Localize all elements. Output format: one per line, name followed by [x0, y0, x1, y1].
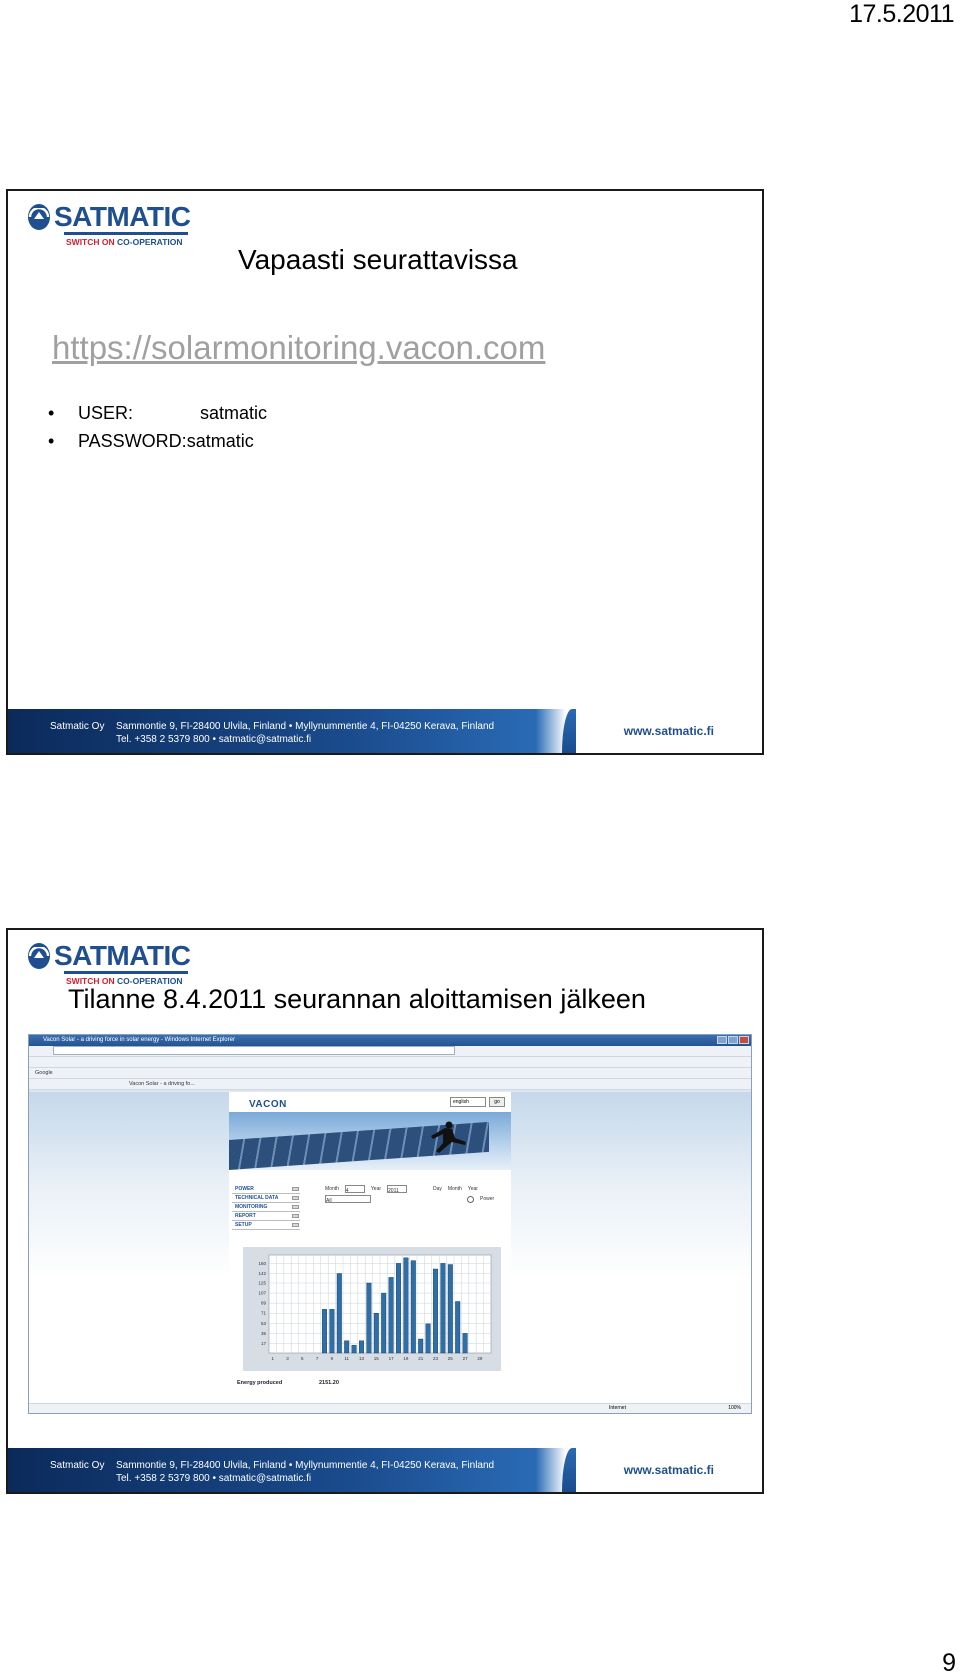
- browser-tab-bar: Vacon Solar - a driving fo...: [29, 1079, 751, 1090]
- chart-bar: [337, 1273, 342, 1353]
- browser-address-bar: [29, 1046, 751, 1057]
- browser-search-bar: Google: [29, 1068, 751, 1079]
- slide-1: [6, 189, 764, 755]
- menu-item-technical-data: TECHNICAL DATA: [232, 1194, 300, 1203]
- password-value: satmatic: [186, 431, 254, 451]
- jumping-man-silhouette: [419, 1120, 469, 1156]
- language-selector: english go: [450, 1097, 505, 1107]
- x-tick-label: 27: [462, 1356, 468, 1361]
- chart-bar: [463, 1333, 468, 1353]
- y-tick-label: 71: [260, 1310, 266, 1316]
- page-date: 17.5.2011: [849, 0, 954, 28]
- page-number: 9: [942, 1649, 956, 1677]
- satmatic-logo: [28, 201, 191, 247]
- period-controls: Month 4 Year 2011 Day Month Year All Power: [325, 1186, 495, 1204]
- chart-bar: [418, 1339, 423, 1353]
- vacon-page: [229, 1092, 511, 1404]
- slide-2: [6, 928, 764, 1494]
- x-tick-label: 5: [301, 1356, 304, 1361]
- browser-title-bar: Vacon Solar - a driving force in solar energy - Windows Internet Explorer: [29, 1035, 751, 1046]
- footer-contact: Tel. +358 2 5379 800 • satmatic@satmatic.fi: [116, 734, 312, 745]
- x-tick-label: 13: [358, 1356, 365, 1361]
- menu-item-monitoring: MONITORING: [232, 1203, 300, 1212]
- chart-bar: [352, 1345, 357, 1353]
- slide-title: Tilanne 8.4.2011 seurannan aloittamisen jälkeen: [68, 984, 646, 1014]
- y-tick-label: 53: [260, 1320, 266, 1326]
- x-tick-label: 9: [330, 1356, 334, 1361]
- list-item: • USER: satmatic: [48, 399, 267, 427]
- footer-website: www.satmatic.fi: [623, 724, 714, 738]
- chart-bar: [389, 1277, 394, 1353]
- footer-website: www.satmatic.fi: [623, 1463, 714, 1477]
- chart-bar: [448, 1265, 453, 1353]
- satmatic-logo: [28, 940, 191, 986]
- chart-bar: [374, 1313, 379, 1353]
- x-tick-label: 7: [315, 1356, 319, 1361]
- chart-bar: [359, 1341, 364, 1353]
- y-tick-label: 17: [260, 1340, 266, 1346]
- logo-wordmark: SATMATIC: [54, 201, 191, 232]
- chart-bar: [441, 1263, 446, 1353]
- energy-chart: [243, 1247, 501, 1371]
- bar-chart: [243, 1247, 501, 1371]
- x-tick-label: 15: [373, 1356, 379, 1361]
- vacon-logo: VACON: [249, 1099, 287, 1110]
- y-tick-label: 89: [260, 1300, 266, 1306]
- menu-item-report: REPORT: [232, 1212, 300, 1221]
- satmatic-emblem-icon: [28, 943, 50, 969]
- x-tick-label: 17: [388, 1356, 394, 1361]
- satmatic-emblem-icon: [28, 204, 50, 230]
- slide-footer: [8, 709, 762, 753]
- footer-company: Satmatic Oy: [50, 721, 105, 732]
- chart-bar: [455, 1301, 460, 1353]
- chart-bar: [404, 1258, 409, 1353]
- user-value: satmatic: [200, 403, 268, 423]
- y-tick-label: 160: [258, 1260, 266, 1266]
- menu-item-power: POWER: [232, 1185, 300, 1194]
- x-tick-label: 19: [403, 1356, 409, 1361]
- chart-bar: [381, 1293, 386, 1353]
- chart-bar: [344, 1341, 349, 1353]
- credentials-list: [48, 399, 267, 455]
- x-tick-label: 21: [418, 1356, 424, 1361]
- logo-wordmark: SATMATIC: [54, 940, 191, 971]
- chart-bar: [367, 1283, 372, 1353]
- side-menu: [232, 1185, 300, 1230]
- footer-address: Sammontie 9, FI-28400 Ulvila, Finland • Myllynummentie 4, FI-04250 Kerava, Finland: [116, 721, 495, 732]
- energy-produced-label: Energy produced: [237, 1380, 283, 1386]
- list-item: • PASSWORD: satmatic: [48, 427, 267, 455]
- x-tick-label: 1: [271, 1356, 274, 1361]
- password-label: PASSWORD:: [78, 431, 187, 451]
- browser-screenshot: [28, 1034, 752, 1414]
- maximize-icon: [728, 1036, 738, 1044]
- chart-bar: [396, 1263, 401, 1353]
- footer-company: Satmatic Oy: [50, 1460, 105, 1471]
- close-icon: [739, 1036, 749, 1044]
- minimize-icon: [717, 1036, 727, 1044]
- x-tick-label: 3: [286, 1356, 289, 1361]
- y-tick-label: 142: [258, 1270, 266, 1276]
- footer-contact: Tel. +358 2 5379 800 • satmatic@satmatic.fi: [116, 1473, 312, 1484]
- solar-banner-image: [229, 1112, 511, 1170]
- x-tick-label: 23: [432, 1356, 439, 1361]
- energy-produced-value: 2151.20: [319, 1380, 339, 1386]
- slide-footer: [8, 1448, 762, 1492]
- x-tick-label: 25: [447, 1356, 453, 1361]
- menu-item-setup: SETUP: [232, 1221, 300, 1230]
- user-label: USER:: [78, 403, 134, 423]
- x-tick-label: 29: [477, 1356, 483, 1361]
- logo-tagline: SWITCH ON CO-OPERATION: [66, 237, 183, 247]
- chart-bar: [330, 1309, 335, 1353]
- footer-address: Sammontie 9, FI-28400 Ulvila, Finland • Myllynummentie 4, FI-04250 Kerava, Finland: [116, 1460, 495, 1471]
- web-content: [29, 1092, 751, 1404]
- y-tick-label: 35: [260, 1330, 266, 1336]
- chart-bar: [322, 1309, 327, 1353]
- chart-bar: [426, 1324, 431, 1353]
- chart-bar: [433, 1269, 438, 1353]
- logo-tagline: SWITCH ON CO-OPERATION: [66, 976, 183, 986]
- chart-bar: [411, 1261, 416, 1353]
- monitoring-url-link[interactable]: https://solarmonitoring.vacon.com: [52, 329, 546, 366]
- x-tick-label: 11: [344, 1356, 350, 1361]
- browser-status-bar: Internet 100%: [29, 1403, 751, 1413]
- slide-title: Vapaasti seurattavissa: [238, 244, 518, 275]
- y-tick-label: 125: [258, 1280, 266, 1286]
- browser-menu-bar: [29, 1057, 751, 1068]
- y-tick-label: 107: [258, 1290, 266, 1296]
